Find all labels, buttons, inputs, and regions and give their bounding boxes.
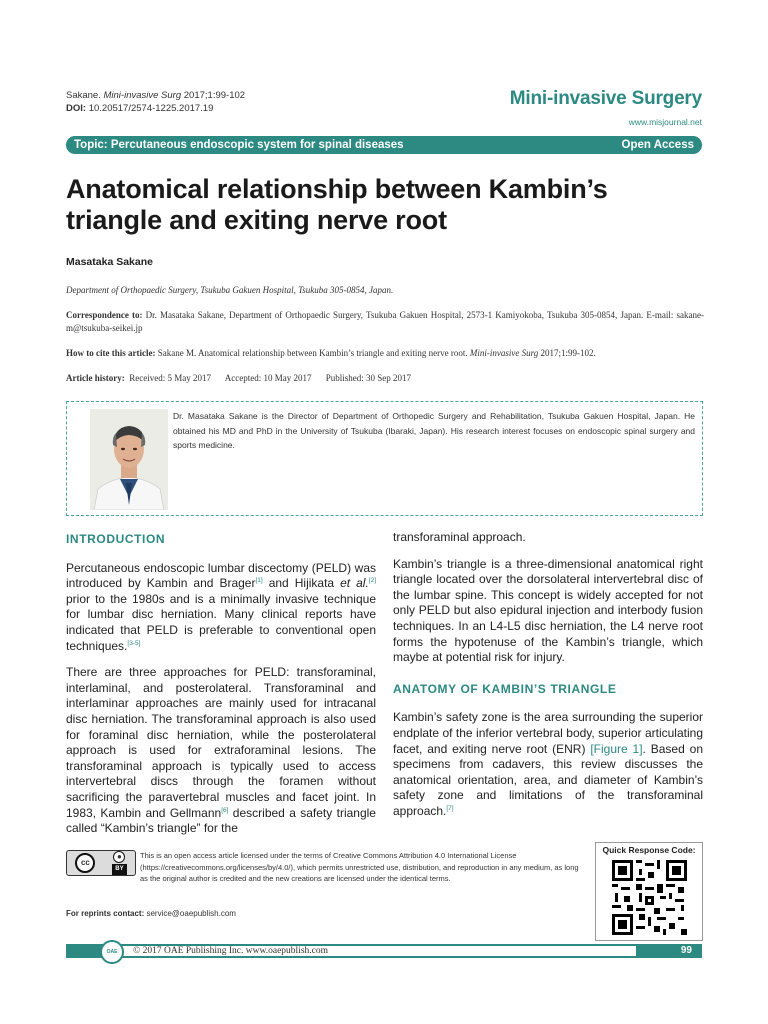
citation-line bbox=[66, 89, 245, 102]
accepted-date: Accepted: 10 May 2017 bbox=[224, 373, 312, 383]
open-access-badge: Open Access bbox=[621, 139, 694, 151]
doi-label: DOI: bbox=[66, 103, 87, 114]
paragraph-4 bbox=[393, 710, 703, 819]
footer-publisher[interactable]: © 2017 OAE Publishing Inc. www.oaepublish.com bbox=[133, 946, 329, 956]
figure-1-link[interactable]: [Figure 1] bbox=[590, 741, 643, 756]
section-heading-introduction: INTRODUCTION bbox=[66, 532, 166, 546]
received-date: Received: 5 May 2017 bbox=[129, 373, 211, 383]
p1-text-c: prior to the 1980s and is a minimally invasive technique for lumbar disc herniation. Many clinical reports have indicated that PELD is preferable to conventional open techniques. bbox=[66, 591, 376, 653]
cc-icon: cc bbox=[75, 853, 95, 873]
p2-text-b: described a safety triangle called “Kambin’s triangle” for the bbox=[66, 805, 376, 836]
article-author: Masataka Sakane bbox=[66, 256, 153, 268]
body-column-right bbox=[393, 530, 703, 831]
history-label: Article history: bbox=[66, 373, 125, 383]
author-portrait-image bbox=[90, 409, 168, 510]
reference-link-2[interactable]: [2] bbox=[368, 577, 377, 585]
qr-code-icon[interactable] bbox=[612, 860, 687, 935]
reprint-contact bbox=[66, 909, 236, 918]
citation-volume: 2017;1:99-102 bbox=[181, 90, 246, 101]
paragraph-3: Kambin’s triangle is a three-dimensional anatomical right triangle located over the dorsolateral intervertebral disc of the lumbar spine. This concept is widely accepted for not only PELD but also epidural injection and interbody fusion techniques. In an L4-L5 disc herniation, the L4 nerve root forms the hypotenuse of the Kambin’s triangle, which maybe at potential risk for injury. bbox=[393, 556, 703, 665]
cite-text: Sakane M. Anatomical relationship between Kambin’s triangle and exiting nerve root. bbox=[155, 348, 470, 358]
quick-response-code-box bbox=[595, 842, 703, 941]
p2-text-a: There are three approaches for PELD: transforaminal, interlaminal, and posterolateral. Transforaminal and interlaminar approaches are mainly used for intracanal disc herniation. The transforaminal approach is also used for foraminal disc herniation, while the posterolateral approach is used for extraforaminal lesions. The transforaminal approach is typically used to access intervertebral discs through the foramen without sacrificing the paravertebral muscles and facet joint. In 1983, Kambin and Gellmann bbox=[66, 665, 376, 820]
cite-journal: Mini-invasive Surg bbox=[469, 348, 539, 358]
paragraph-1 bbox=[66, 561, 376, 655]
license-text: This is an open access article licensed under the terms of Creative Commons Attribution 4.0 International License (https://creativecommons.org/licenses/by/4.0/), which permits unrestricted use, distribution, and reproduction in any medium, as long as the original author is credited and the new creations are licensed under the identical terms. bbox=[140, 851, 579, 883]
author-photo bbox=[90, 409, 168, 510]
how-to-cite bbox=[66, 348, 706, 358]
by-icon-group bbox=[112, 851, 126, 876]
correspondence bbox=[66, 309, 704, 334]
article-history bbox=[66, 373, 423, 383]
qr-label: Quick Response Code: bbox=[602, 845, 696, 855]
paragraph-2-continued: transforaminal approach. bbox=[393, 530, 526, 544]
page-number: 99 bbox=[680, 945, 692, 956]
section-heading-anatomy: ANATOMY OF KAMBIN’S TRIANGLE bbox=[393, 681, 617, 696]
cite-suffix: 2017;1:99-102. bbox=[538, 348, 596, 358]
topic-label: Topic: Percutaneous endoscopic system for spinal diseases bbox=[74, 139, 404, 151]
reprint-label: For reprints contact: bbox=[66, 909, 145, 918]
citation-journal: Mini-invasive Surg bbox=[103, 90, 182, 101]
reference-link-3-5[interactable]: [3-5] bbox=[127, 639, 141, 647]
citation-author: Sakane. bbox=[66, 90, 104, 101]
author-affiliation: Department of Orthopaedic Surgery, Tsukuba Gakuen Hospital, Tsukuba 305-0854, Japan. bbox=[66, 285, 394, 295]
p1-text-a: Percutaneous endoscopic lumbar discectomy (PELD) was introduced by Kambin and Brager bbox=[66, 560, 376, 591]
p1-text-b: and Hijikata bbox=[262, 576, 341, 591]
license-notice bbox=[66, 850, 586, 885]
p4-text-a: Kambin’s safety zone is the area surrounding the superior endplate of the inferior vertebral body, superior articulating facet, and exiting nerve root (ENR) bbox=[393, 710, 703, 756]
reprint-email-link[interactable]: service@oaepublish.com bbox=[144, 909, 236, 918]
body-column-left bbox=[66, 530, 376, 848]
cite-label: How to cite this article: bbox=[66, 348, 156, 358]
journal-name: Mini-invasive Surgery bbox=[509, 88, 702, 109]
by-label: BY bbox=[112, 864, 126, 876]
reference-link-7[interactable]: [7] bbox=[446, 804, 454, 812]
author-bio-box bbox=[66, 401, 703, 516]
citation-header bbox=[66, 89, 245, 115]
article-title: Anatomical relationship between Kambin’s triangle and exiting nerve root bbox=[66, 174, 608, 235]
correspondence-text: Dr. Masataka Sakane, Department of Orthopaedic Surgery, Tsukuba Gakuen Hospital, 2573-1 Kamiyokoba, Tsukuba 305-0854, Japan. E-mail: sakane-m@tsukuba-seikei.jp bbox=[66, 310, 704, 333]
correspondence-label: Correspondence to: bbox=[66, 310, 143, 320]
person-icon: ● bbox=[113, 851, 125, 863]
reference-link-6[interactable]: [6] bbox=[221, 806, 229, 814]
cc-by-badge[interactable] bbox=[66, 850, 136, 876]
oae-logo-icon: OAE bbox=[100, 940, 124, 964]
paragraph-2 bbox=[66, 665, 376, 837]
p1-etal: et al. bbox=[340, 576, 369, 591]
doi-line bbox=[66, 102, 245, 115]
reference-link-1[interactable]: [1] bbox=[255, 577, 263, 585]
doi-value[interactable]: 10.20517/2574-1225.2017.19 bbox=[86, 103, 214, 114]
topic-bar bbox=[66, 136, 702, 154]
author-bio-text: Dr. Masataka Sakane is the Director of Department of Orthopedic Surgery and Rehabilitation, Tsukuba Gakuen Hospital, Japan. He obtained his MD and PhD in the University of Tsukuba (Ibaraki, Japan). His research interest focuses on endoscopic spinal surgery and sports medicine. bbox=[173, 411, 695, 450]
published-date: Published: 30 Sep 2017 bbox=[325, 373, 411, 383]
journal-url-link[interactable]: www.misjournal.net bbox=[628, 117, 702, 127]
p4-text-b: . Based on specimens from cadavers, this review discusses the anatomical orientation, area, and diameter of Kambin’s safety zone and limitations of the transforaminal approach. bbox=[393, 741, 703, 818]
